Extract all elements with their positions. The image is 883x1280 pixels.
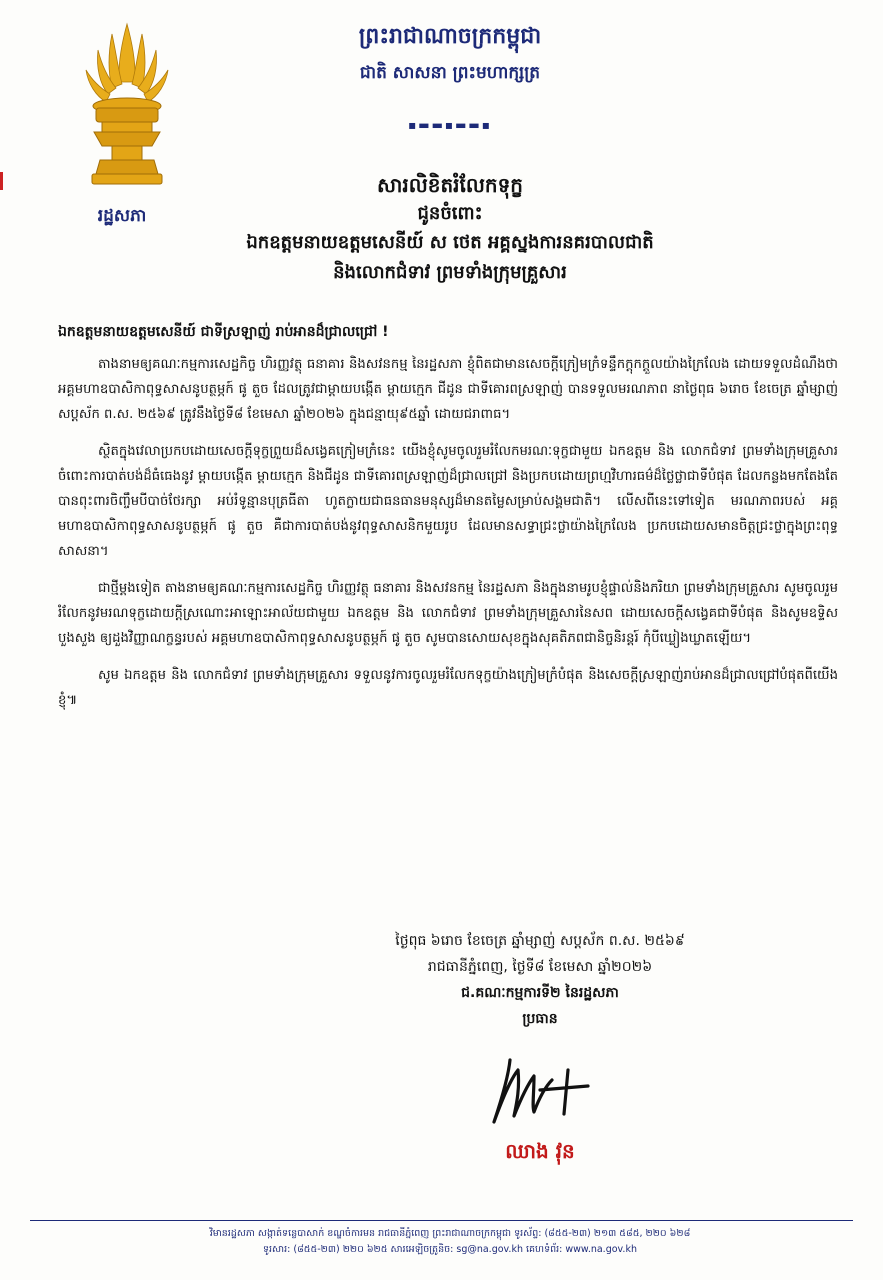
footer-address: វិមានរដ្ឋសភា សង្កាត់ទន្លេបាសាក់ ខណ្ឌចំការមន រាជធានីភ្នំពេញ ព្រះរាជាណាចក្រកម្ពុជា ទូរស័ព្ទ: (៨៥៥-២៣) ២១៣ ៥៨៥, ២២០ ៦២៨ — [209, 1228, 691, 1239]
recipient-line: ឯកឧត្តមនាយឧត្តមសេនីយ៍ ស ថេត អគ្គស្នងការនគរបាលជាតិ — [246, 232, 654, 253]
body-paragraph: តាងនាមឲ្យគណៈកម្មការសេដ្ឋកិច្ច ហិរញ្ញវត្ថុ ធនាគារ និងសវនកម្ម នៃរដ្ឋសភា ខ្ញុំពិតជាមានសេចក្ដីក្រៀមក្រំទន្ទឹកក្ដុកក្ដួលយ៉ាងក្រៃលែង ដោយទទួលដំណឹងថា អគ្គមហាឧបាសិកាពុទ្ធសាសនូបត្ថម្ភក៍ ផូ តួច ដែលត្រូវជាម្ដាយបង្កើត ម្ដាយក្មេក ជីដូន ជាទីគោរពស្រឡាញ់ បានទទួលមរណភាព នាថ្ងៃពុធ ៦រោច ខែចេត្រ ឆ្នាំម្សាញ់ សប្ដស័ក ព.ស. ២៥៦៩ ត្រូវនឹងថ្ងៃទី៨ ខែមេសា ឆ្នាំ២០២៦ ក្នុងជន្មាយុ៩៥ឆ្នាំ ដោយជរាពាធ។ — [58, 357, 838, 422]
salutation: ឯកឧត្តមនាយឧត្តមសេនីយ៍ ជាទីស្រឡាញ់ រាប់អានដ៏ជ្រាលជ្រៅ ! — [58, 324, 389, 340]
letter-title: សារលិខិតរំលែកទុក្ខ — [377, 173, 523, 197]
footer-contact — [60, 1226, 840, 1258]
body-paragraph: ស្ថិតក្នុងវេលាប្រកបដោយសេចក្ដីទុក្ខព្រួយដ៏សង្វេគក្រៀមក្រំនេះ យើងខ្ញុំសូមចូលរួមរំលែកមរណៈទុក្ខជាមួយ ឯកឧត្តម និង លោកជំទាវ ព្រមទាំងក្រុមគ្រួសារ ចំពោះការបាត់បង់ដ៏ធំធេងនូវ ម្ដាយបង្កើត ម្ដាយក្មេក និងជីដូន ជាទីគោរពស្រឡាញ់ដ៏ជ្រាលជ្រៅ និងប្រកបដោយព្រហ្មវិហារធម៌ដ៏ថ្លៃថ្លាជាទីបំផុត ដែលកន្លងមកតែងតែបានពុះពារចិញ្ចឹមបីបាច់ថែរក្សា អប់រំទូន្មានបុត្រធីតា ហូតក្លាយជាធនធានមនុស្សដ៏មានតម្លៃសម្រាប់សង្គមជាតិ។ លើសពីនេះទៅទៀត មរណភាពរបស់ អគ្គមហាឧបាសិកាពុទ្ធសាសនូបត្ថម្ភក៍ ផូ តួច គឺជាការបាត់បង់នូវពុទ្ធសាសនិកមួយរូប ដែលមានសទ្ធាជ្រះថ្លាយ៉ាងក្រៃលែង ប្រកបដោយសមានចិត្តជ្រះថ្លាក្នុងព្រះពុទ្ធសាសនា។ — [58, 444, 838, 559]
body-paragraph: សូម ឯកឧត្តម និង លោកជំទាវ ព្រមទាំងក្រុមគ្រួសារ ទទួលនូវការចូលរួមរំលែកទុក្ខយ៉ាងក្រៀមក្រំបំផុត និងសេចក្ដីស្រឡាញ់រាប់អានដ៏ជ្រាលជ្រៅបំផុតពីយើងខ្ញុំ៕ — [58, 668, 838, 708]
national-motto: ជាតិ សាសនា ព្រះមហាក្សត្រ — [359, 63, 541, 83]
assembly-label: រដ្ឋសភា — [97, 206, 147, 226]
handwritten-signature — [480, 1040, 610, 1130]
national-assembly-emblem-icon — [72, 22, 182, 192]
place-date: រាជធានីភ្នំពេញ, ថ្ងៃទី៨ ខែមេសា ឆ្នាំ២០២៦ — [427, 959, 653, 975]
lunar-date: ថ្ងៃពុធ ៦រោច ខែចេត្រ ឆ្នាំម្សាញ់ សប្ដស័ក ព.ស. ២៥៦៩ — [395, 933, 685, 949]
edge-mark — [0, 172, 3, 190]
recipient-family-line: និងលោកជំទាវ ព្រមទាំងក្រុមគ្រួសារ — [333, 262, 567, 283]
letter-title-block — [150, 170, 750, 288]
footer-contact-details: ទូរសារ: (៨៥៥-២៣) ២២០ ៦២៥ សារអេឡិចត្រូនិច: sg@na.gov.kh គេហទំព័រ: www.na.gov.kh — [263, 1244, 637, 1255]
closing-block — [320, 928, 760, 1032]
body-paragraph: ជាថ្មីម្ដងទៀត តាងនាមឲ្យគណៈកម្មការសេដ្ឋកិច្ច ហិរញ្ញវត្ថុ ធនាគារ និងសវនកម្ម នៃរដ្ឋសភា និងក្នុងនាមរូបខ្ញុំផ្ទាល់និងភរិយា ព្រមទាំងក្រុមគ្រួសារ សូមចូលរួមរំលែកនូវមរណទុក្ខដោយក្ដីស្រណោះអាឡោះអាល័យជាមួយ ឯកឧត្តម និង លោកជំទាវ ព្រមទាំងក្រុមគ្រួសារនៃសព ដោយសេចក្ដីសង្វេគជាទីបំផុត និងសូមឧទ្ទិសបួងសួង ឲ្យដួងវិញ្ញាណក្ខន្ធរបស់ អគ្គមហាឧបាសិកាពុទ្ធសាសនូបត្ថម្ភក៍ ផូ តួច សូមបានសោយសុខក្នុងសុគតិភពជានិច្ចនិរន្តរ៍ កុំបីឃ្លៀងឃ្លាតឡើយ។ — [58, 581, 838, 646]
letter-to-label: ជូនចំពោះ — [417, 203, 483, 224]
header-ornament: ▪▬▬▪▬▬▪ — [408, 118, 492, 132]
footer-divider — [30, 1220, 853, 1221]
letter-body — [58, 352, 838, 725]
kingdom-heading: ព្រះរាជាណាចក្រកម្ពុជា — [358, 23, 542, 49]
committee-label: ជ.គណៈកម្មការទី២ នៃរដ្ឋសភា — [461, 985, 619, 1001]
signer-name: ឈាង វុន — [505, 1139, 575, 1163]
role-label: ប្រធាន — [522, 1011, 558, 1027]
